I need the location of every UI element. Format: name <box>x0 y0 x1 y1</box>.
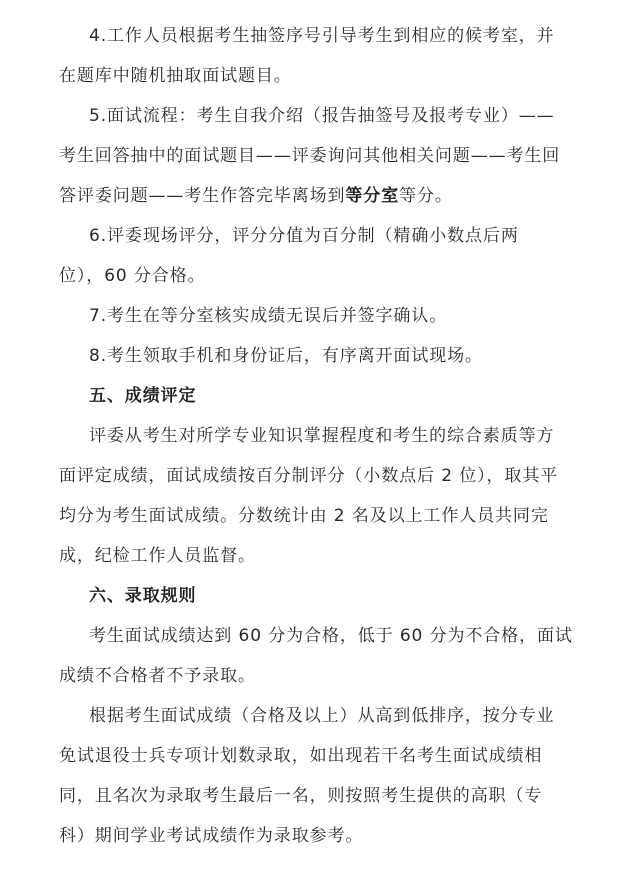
section6-para2-line3: 同，且名次为录取考生最后一名，则按照考生提供的高职（专 <box>59 786 543 806</box>
section5-para1-line2: 面评定成绩，面试成绩按百分制评分（小数点后 2 位），取其平 <box>59 466 559 486</box>
item7-line1: 7.考生在等分室核实成绩无误后并签字确认。 <box>89 306 448 326</box>
section6-para2-line4: 科）期间学业考试成绩作为录取参考。 <box>59 826 364 846</box>
section5-para1-line1: 评委从考生对所学专业知识掌握程度和考生的综合素质等方 <box>89 426 555 446</box>
item4-line1: 4.工作人员根据考生抽签序号引导考生到相应的候考室，并 <box>89 26 555 46</box>
section6-para2-line1: 根据考生面试成绩（合格及以上）从高到低排序，按分专业 <box>89 706 555 726</box>
item5-line2: 考生回答抽中的面试题目——评委询问其他相关问题——考生回 <box>59 146 561 166</box>
section5-para1-line4: 成，纪检工作人员监督。 <box>59 546 256 566</box>
item6-line2: 位），60 分合格。 <box>59 266 206 286</box>
item5-line3-end: 等分。 <box>399 186 453 206</box>
item5-bold-term: 等分室 <box>345 186 400 206</box>
item5-line1: 5.面试流程：考生自我介绍（报告抽签号及报考专业）—— <box>89 106 555 126</box>
item6-line1: 6.评委现场评分，评分分值为百分制（精确小数点后两 <box>89 226 519 246</box>
section6-heading: 六、录取规则 <box>89 586 197 606</box>
section5-para1-line3: 均分为考生面试成绩。分数统计由 2 名及以上工作人员共同完 <box>59 506 549 526</box>
item8-line1: 8.考生领取手机和身份证后，有序离开面试现场。 <box>89 346 483 366</box>
section6-para2-line2: 免试退役士兵专项计划数录取，如出现若干名考生面试成绩相 <box>59 746 543 766</box>
section6-para1-line1: 考生面试成绩达到 60 分为合格，低于 60 分为不合格，面试 <box>89 626 573 646</box>
item4-line2: 在题库中随机抽取面试题目。 <box>59 66 292 86</box>
item5-line3-text: 答评委问题——考生作答完毕离场到 <box>59 186 346 206</box>
section6-para1-line2: 成绩不合格者不予录取。 <box>59 666 256 686</box>
item5-line3 <box>0 181 634 211</box>
section5-heading: 五、成绩评定 <box>89 386 197 406</box>
